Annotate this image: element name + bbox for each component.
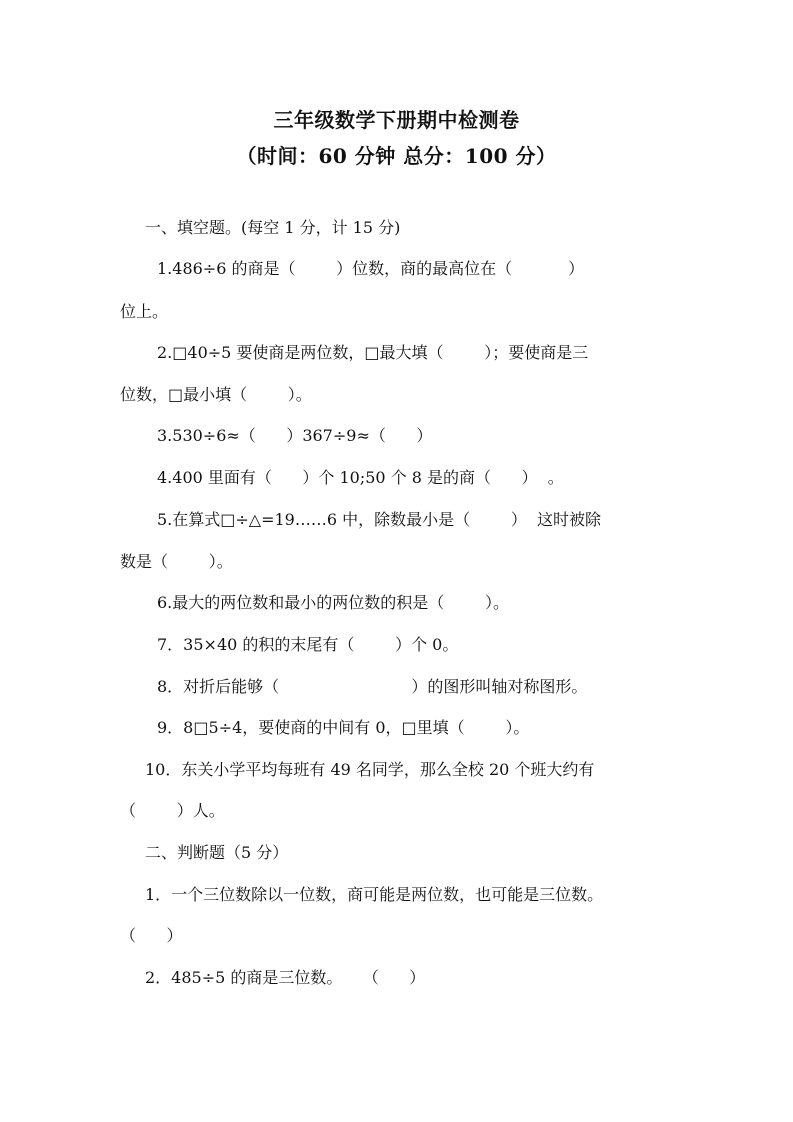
section2-heading: 二、判断题（5 分） bbox=[145, 843, 289, 862]
q8-line: 8．对折后能够（ ）的图形叫轴对称图形。 bbox=[157, 677, 588, 696]
s2-q1-line1: 1．一个三位数除以一位数，商可能是两位数，也可能是三位数。 bbox=[145, 885, 604, 904]
q4-line: 4.400 里面有（ ）个 10;50 个 8 是的商（ ） 。 bbox=[157, 468, 564, 487]
q3-line: 3.530÷6≈（ ）367÷9≈（ ） bbox=[157, 426, 433, 445]
s2-q2-line: 2．485÷5 的商是三位数。 （ ） bbox=[145, 968, 426, 987]
exam-subtitle: （时间：60 分钟 总分：100 分） bbox=[236, 144, 557, 168]
q2-line1: 2.□40÷5 要使商是两位数，□最大填（ ）；要使商是三 bbox=[157, 343, 589, 362]
section1-heading: 一、填空题。(每空 1 分，计 15 分) bbox=[145, 218, 401, 237]
q1-line1: 1.486÷6 的商是（ ）位数，商的最高位在（ ） bbox=[157, 259, 585, 278]
q5-line2: 数是（ ）。 bbox=[120, 552, 233, 571]
s2-q1-line2: （ ） bbox=[120, 926, 183, 945]
q6-line: 6.最大的两位数和最小的两位数的积是（ ）。 bbox=[157, 593, 509, 612]
q9-line: 9．8□5÷4，要使商的中间有 0，□里填（ ）。 bbox=[157, 718, 530, 737]
q1-line2: 位上。 bbox=[120, 302, 169, 321]
q5-line1: 5.在算式□÷△=19……6 中，除数最小是（ ） 这时被除 bbox=[157, 510, 601, 529]
q2-line2: 位数，□最小填（ ）。 bbox=[120, 385, 312, 404]
q7-line: 7．35×40 的积的末尾有（ ）个 0。 bbox=[157, 635, 459, 654]
q10-line1: 10．东关小学平均每班有 49 名同学，那么全校 20 个班大约有 bbox=[145, 760, 595, 779]
exam-title: 三年级数学下册期中检测卷 bbox=[273, 108, 520, 132]
q10-line2: （ ）人。 bbox=[120, 801, 225, 820]
